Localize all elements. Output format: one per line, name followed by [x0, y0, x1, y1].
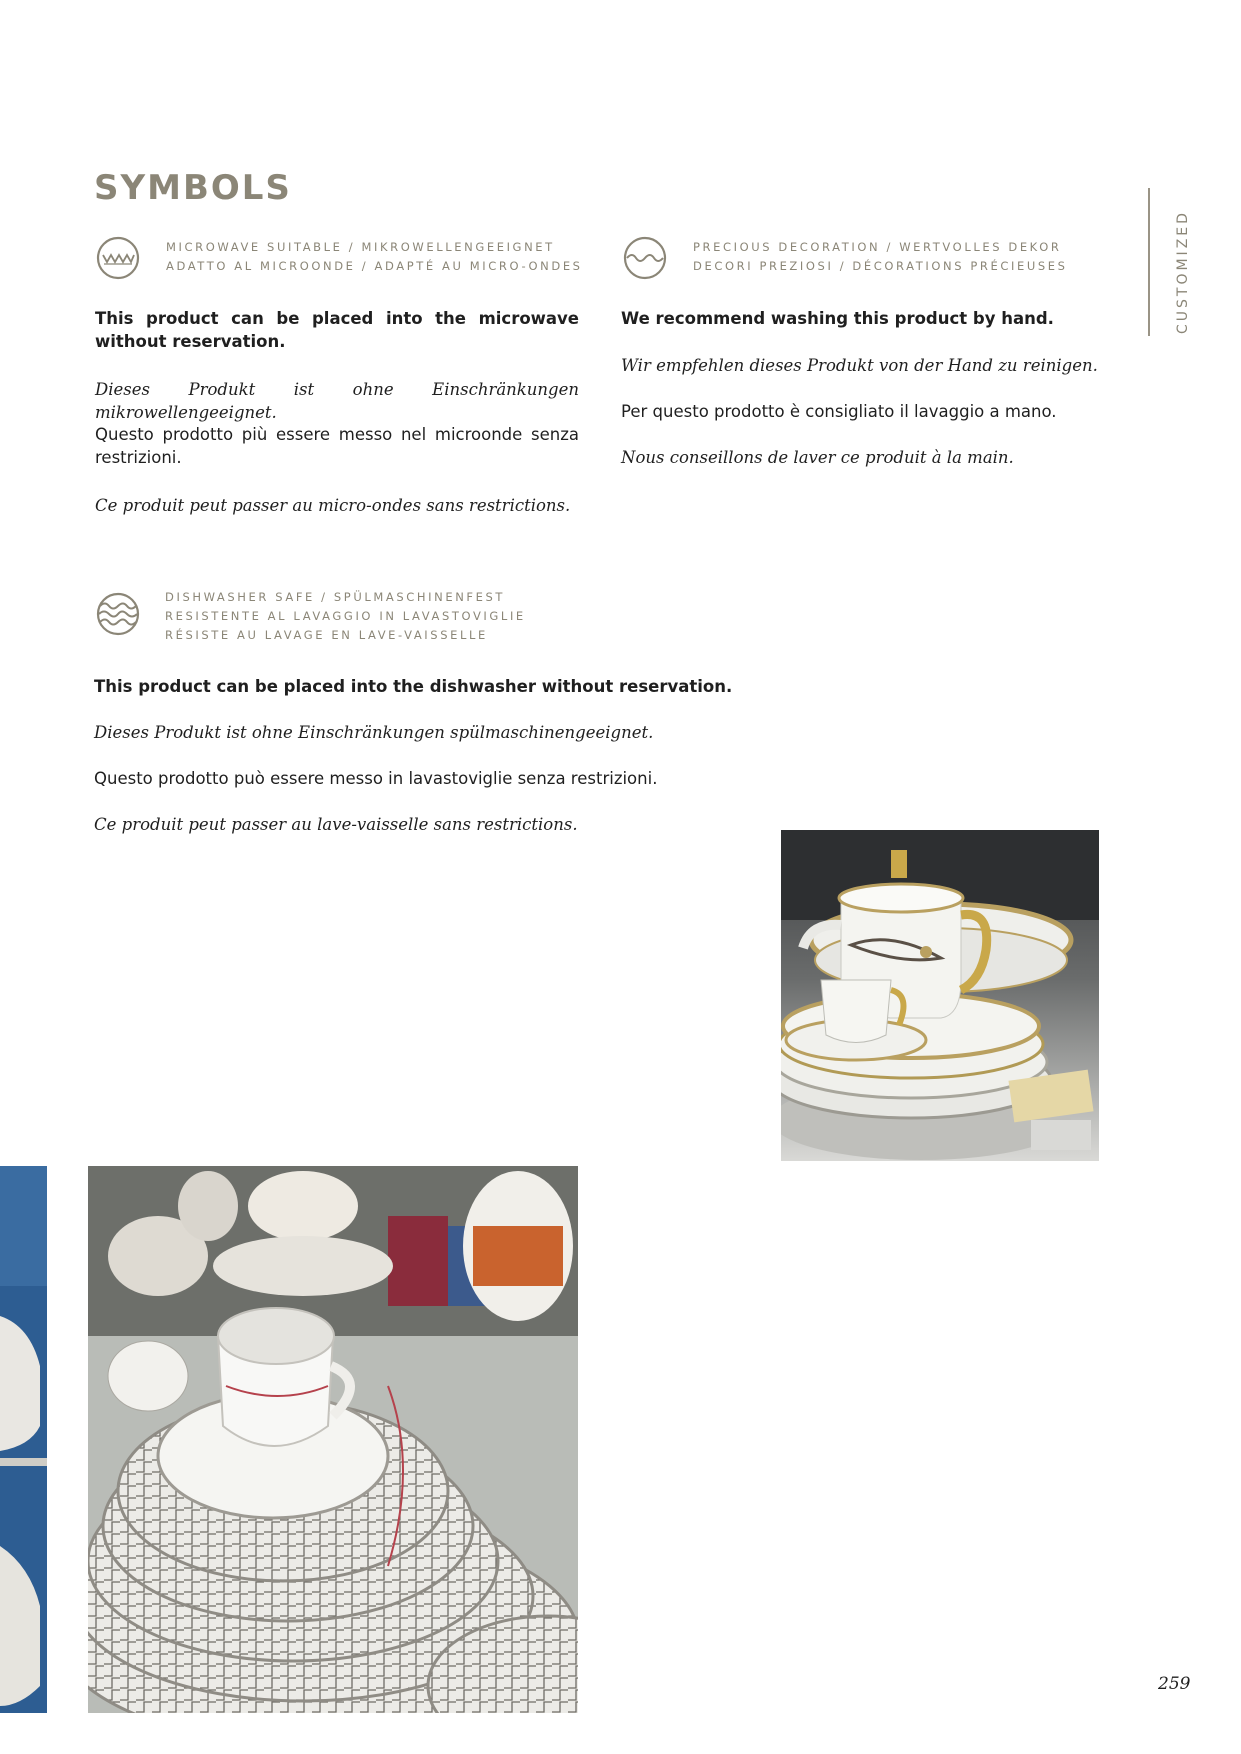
- dishwasher-caption: DISHWASHER SAFE / SPÜLMASCHINENFEST RESISTENTE AL LAVAGGIO IN LAVASTOVIGLIE RÉSISTE AU LAVAGE EN LAVE-VAISSELLE: [165, 590, 526, 642]
- precious-text-en: We recommend washing this product by hand.: [621, 309, 1054, 328]
- microwave-text-it: Questo prodotto più essere messo nel microonde senza restrizioni.: [95, 425, 579, 467]
- microwave-caption: MICROWAVE SUITABLE / MIKROWELLENGEEIGNET ADATTO AL MICROONDE / ADAPTÉ AU MICRO-ONDES: [166, 240, 583, 273]
- precious-caption: PRECIOUS DECORATION / WERTVOLLES DEKOR DECORI PREZIOSI / DÉCORATIONS PRÉCIEUSES: [693, 240, 1068, 273]
- microwave-wave-icon: [96, 236, 140, 280]
- blue-vase-photo-edge: [0, 1166, 47, 1713]
- dishwasher-text-fr: Ce produit peut passer au lave-vaisselle sans restrictions.: [94, 815, 578, 834]
- page-number: 259: [1158, 1674, 1191, 1694]
- microwave-text-fr: Ce produit peut passer au micro-ondes sans restrictions.: [95, 496, 571, 515]
- page-title: SYMBOLS: [94, 168, 292, 208]
- dishwasher-text-en: This product can be placed into the dishwasher without reservation.: [94, 677, 733, 696]
- precious-text-fr: Nous conseillons de laver ce produit à la main.: [621, 448, 1014, 467]
- dishwasher-waves-icon: [96, 592, 140, 636]
- dishwasher-text-it: Questo prodotto può essere messo in lavastoviglie senza restrizioni.: [94, 769, 658, 788]
- dishwasher-text-de: Dieses Produkt ist ohne Einschränkungen spülmaschinengeeignet.: [94, 723, 654, 742]
- teapot-photo: [781, 830, 1099, 1161]
- microwave-text-en: This product can be placed into the microwave without reservation.: [95, 309, 579, 351]
- microwave-text-de: Dieses Produkt ist ohne Einschränkungen mikrowellengeeignet.: [95, 380, 579, 422]
- side-divider: [1148, 188, 1150, 336]
- precious-text-it: Per questo prodotto è consigliato il lavaggio a mano.: [621, 402, 1057, 421]
- side-tab-label: CUSTOMIZED: [1175, 210, 1191, 334]
- precious-text-de: Wir empfehlen dieses Produkt von der Hand zu reinigen.: [621, 356, 1098, 375]
- plates-photo: [88, 1166, 578, 1713]
- hand-wash-icon: [623, 236, 667, 280]
